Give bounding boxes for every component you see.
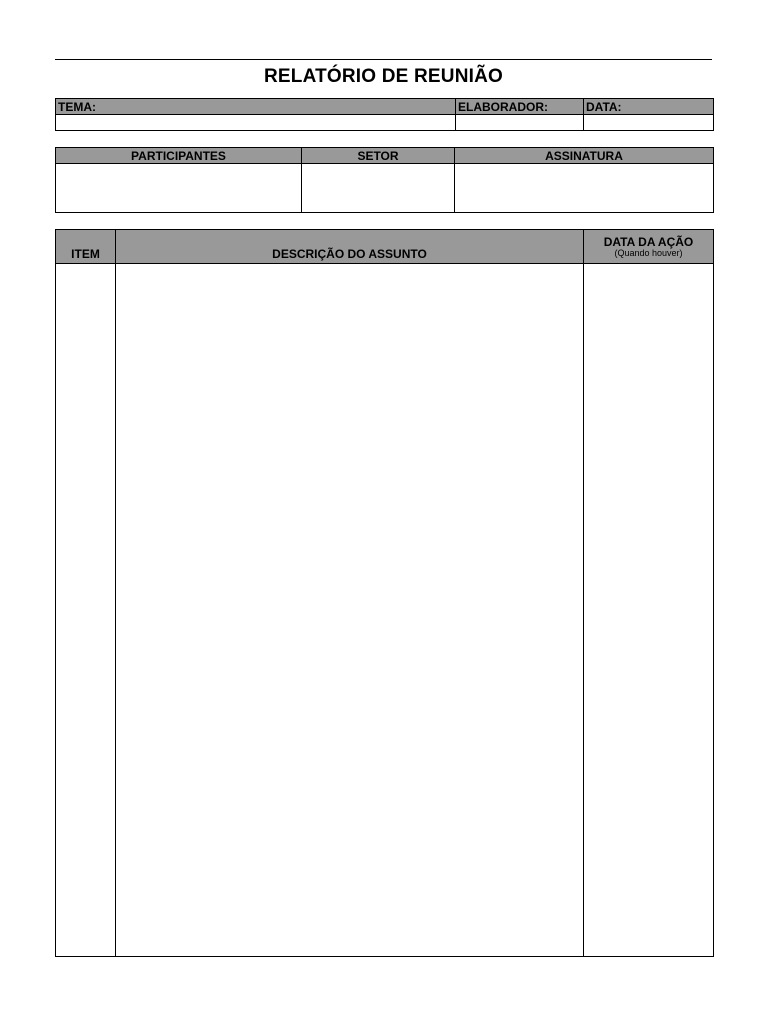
date-label: DATA: — [584, 99, 714, 115]
header-table — [55, 98, 714, 131]
author-label: ELABORADOR: — [456, 99, 584, 115]
description-field[interactable] — [116, 264, 584, 957]
sector-header: SETOR — [302, 148, 455, 164]
item-field[interactable] — [56, 264, 116, 957]
author-field[interactable] — [456, 115, 584, 131]
participants-field[interactable] — [56, 164, 302, 213]
participants-header: PARTICIPANTES — [56, 148, 302, 164]
description-header: DESCRIÇÃO DO ASSUNTO — [116, 230, 584, 264]
signature-header: ASSINATURA — [455, 148, 714, 164]
action-date-header — [584, 230, 714, 264]
top-rule — [55, 59, 712, 60]
items-table — [55, 229, 714, 957]
participants-table — [55, 147, 714, 213]
theme-field[interactable] — [56, 115, 456, 131]
item-header: ITEM — [56, 230, 116, 264]
date-field[interactable] — [584, 115, 714, 131]
theme-label: TEMA: — [56, 99, 456, 115]
action-date-note: (Quando houver) — [614, 247, 683, 258]
sector-field[interactable] — [302, 164, 455, 213]
action-date-field[interactable] — [584, 264, 714, 957]
action-date-label: DATA DA AÇÃO — [603, 234, 694, 249]
signature-field[interactable] — [455, 164, 714, 213]
page-title: RELATÓRIO DE REUNIÃO — [263, 66, 504, 87]
